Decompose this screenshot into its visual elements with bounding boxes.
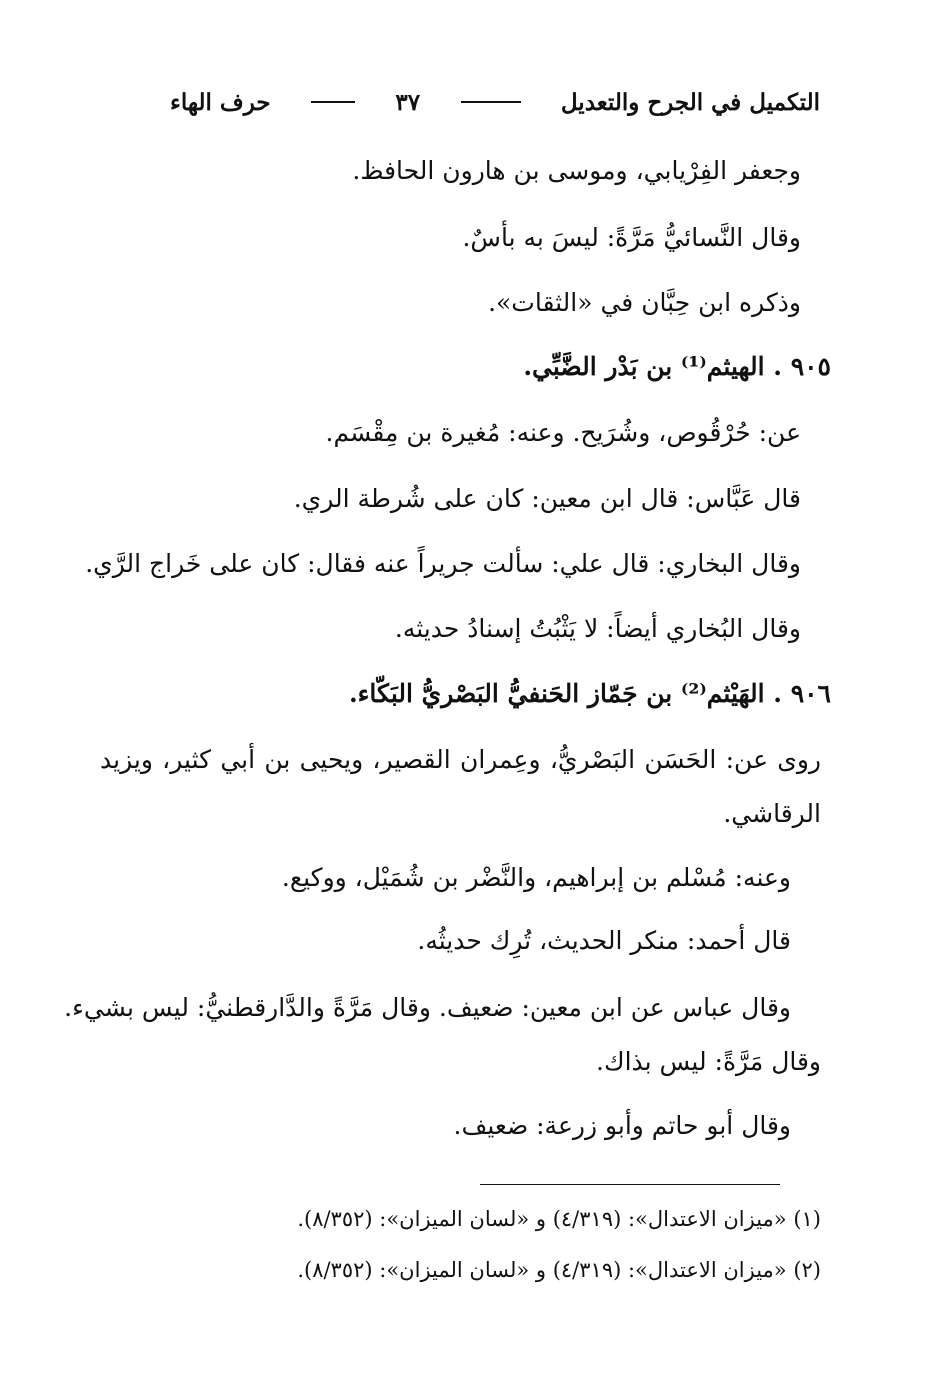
text-line: وجعفر الفِرْيابي، وموسى بن هارون الحافظ.: [352, 156, 801, 185]
text-line: قال عَبَّاس: قال ابن معين: كان على شُرطة الري.: [293, 484, 801, 513]
header-rule: [461, 101, 521, 103]
running-header: [170, 82, 820, 122]
text-line: وقال البُخاري أيضاً: لا يَثْبُتُ إسنادُ حديثه.: [394, 614, 801, 643]
text-line: وقال النَّسائيُّ مَرَّةً: ليسَ به بأسٌ.: [462, 223, 801, 252]
text-line: قال أحمد: منكر الحديث، تُرِك حديثُه.: [417, 926, 791, 955]
text-line: وقال البخاري: قال علي: سألت جريراً عنه فقال: كان على خَراج الرَّي.: [85, 549, 801, 578]
footnote-1: (١) «ميزان الاعتدال»: (٤/٣١٩) و «لسان الميزان»: (٨/٣٥٢).: [297, 1207, 821, 1231]
entry-heading-906: ٩٠٦ . الهَيْثم⁽²⁾ بن جَمّاز الحَنفيُّ البَصْريُّ البَكّاء.: [348, 679, 831, 708]
footnote-separator: [480, 1184, 780, 1185]
text-line: عن: حُرْقُوص، وشُرَيح. وعنه: مُغيرة بن مِقْسَم.: [325, 418, 801, 447]
text-line: وقال أبو حاتم وأبو زرعة: ضعيف.: [453, 1111, 791, 1140]
text-line: وقال عباس عن ابن معين: ضعيف. وقال مَرَّةً والدَّارقطنيُّ: ليس بشيء.: [64, 993, 791, 1022]
text-line: وعنه: مُسْلم بن إبراهيم، والنَّضْر بن شُمَيْل، ووكيع.: [281, 863, 791, 892]
text-line: روى عن: الحَسَن البَصْريُّ، وعِمران القصير، ويحيى بن أبي كثير، ويزيد: [100, 745, 821, 774]
section-title: حرف الهاء: [170, 88, 271, 116]
footnote-2: (٢) «ميزان الاعتدال»: (٤/٣١٩) و «لسان الميزان»: (٨/٣٥٢).: [297, 1258, 821, 1282]
page-number: ٣٧: [395, 88, 421, 116]
entry-heading-905: ٩٠٥ . الهيثم⁽¹⁾ بن بَدْر الضَّبِّي.: [523, 352, 831, 381]
text-line: وقال مَرَّةً: ليس بذاك.: [596, 1047, 821, 1076]
book-title: التكميل في الجرح والتعديل: [560, 88, 820, 116]
header-rule: [311, 101, 355, 103]
text-line: وذكره ابن حِبَّان في «الثقات».: [488, 288, 801, 317]
text-line: الرقاشي.: [723, 799, 821, 828]
